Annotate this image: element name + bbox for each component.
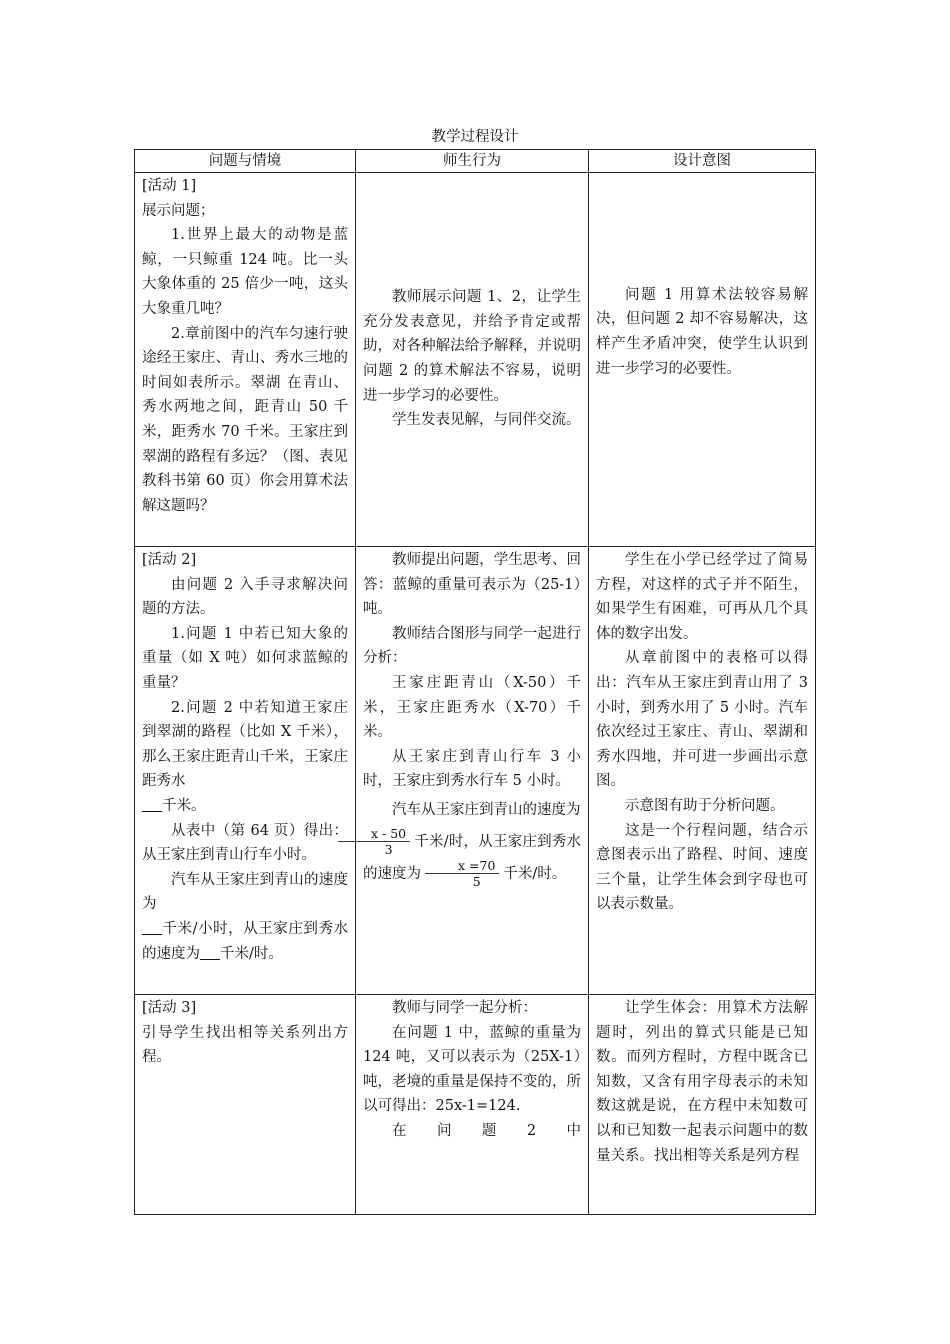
fraction-numerator: x =70 [425,858,499,874]
paragraph: 在问题 1 中，蓝鲸的重量为 124 吨，又可以表示为（25X-1）吨，老境的重量是保持不变的，所以可得出：25x-1=124. [363,1024,581,1115]
paragraph: 从章前图中的表格可以得出：汽车从王家庄到青山用了 3 小时，到秀水用了 5 小时。汽车依次经过王家庄、青山、翠湖和秀水四地，并可进一步画出示意图。 [596,650,808,790]
header-design-intent: 设计意图 [589,150,816,173]
table-header-row [135,150,816,173]
paragraph: 展示问题； [142,202,215,219]
paragraph-spread [363,1119,581,1144]
fraction-speed-xiushui [425,858,499,889]
fraction-denominator: 5 [472,874,481,890]
activity-label: [活动 1] [142,178,197,194]
fraction-speed-qingshan [338,826,410,857]
activity-label: [活动 2] [142,552,197,568]
activity3-behavior-cell [356,995,589,1215]
paragraph-text: 千米。 [162,797,206,814]
paragraph: 这是一个行程问题，结合示意图表示出了路程、时间、速度三个量，让学生体会到字母也可以表示数量。 [596,822,808,913]
paragraph-text: 千米/时。 [503,865,567,882]
paragraph-text: 千米/时，从王家庄到秀水的速度为 [363,833,581,882]
activity2-problem-cell [135,547,356,995]
paragraph: 教师结合图形与同学一起进行分析： [363,625,581,667]
paragraph [363,794,581,890]
fill-blank [200,943,220,960]
paragraph: 让学生体会：用算术方法解题时，列出的算式只能是已知数。而列方程时，方程中既含已知数，又含有用字母表示的未知数这就是说，在方程中未知数可以和已知数一起表示问题中的数量关系。找出相等关系是列方程 [596,1000,808,1164]
table-row [135,547,816,995]
activity1-intent-cell [589,173,816,547]
activity2-behavior-cell [356,547,589,995]
paragraph: 教师提出问题，学生思考、回答：蓝鲸的重量可表示为（25-1）吨。 [363,552,581,618]
fraction-numerator: x - 50 [338,826,410,842]
paragraph [142,696,348,819]
paragraph-text: 汽车从王家庄到青山的速度为 [392,801,581,818]
fill-blank [142,795,162,812]
header-teacher-student: 师生行为 [356,150,589,173]
activity1-behavior-cell [356,173,589,547]
paragraph: 从表中（第 64 页）得出：从王家庄到青山行车小时。 [142,822,348,864]
paragraph: 1.世界上最大的动物是蓝鲸，一只鲸重 124 吨。比一头大象体重的 25 倍少一吨，这头大象重几吨？ [142,227,348,317]
paragraph: 1.问题 1 中若已知大象的重量（如 X 吨）如何求蓝鲸的重量？ [142,625,348,691]
activity2-intent-cell [589,547,816,995]
paragraph: 王家庄距青山（X-50）千米，王家庄距秀水（X-70）千米。 [363,674,581,741]
paragraph: 问题 1 用算术法较容易解决，但问题 2 却不容易解决，这样产生矛盾冲突，使学生认识到进一步学习的必要性。 [596,286,808,377]
fraction-denominator: 3 [384,842,393,858]
activity3-intent-cell [589,995,816,1215]
word: 中 [566,1122,581,1139]
activity-label: [活动 3] [142,1000,197,1016]
lesson-design-table [134,149,816,1215]
paragraph: 由问题 2 入手寻求解决问题的方法。 [142,576,348,618]
table-row [135,995,816,1215]
paragraph: 2.章前图中的汽车匀速行驶途经王家庄、青山、秀水三地的时间如表所示。翠湖 在青山、秀水两地之间，距青山 50 千米，距秀水 70 千米。王家庄到翠湖的路程有多远？（图、表见教科书第 60 页）你会用算术法解这题吗？ [142,325,348,514]
paragraph: 从王家庄到青山行车 3 小时，王家庄到秀水行车 5 小时。 [363,748,581,790]
word: 问 [436,1122,452,1139]
paragraph: 学生发表见解，与同伴交流。 [392,412,581,429]
activity1-problem-cell [135,173,356,547]
paragraph: 示意图有助于分析问题。 [625,797,785,814]
paragraph-text: 汽车从王家庄到青山的速度为 [142,871,348,913]
table-row [135,173,816,547]
paragraph-text: 千米/时。 [220,945,283,962]
paragraph-text: 千米/小时，从王家庄到秀水的速度为 [142,920,348,962]
activity3-problem-cell [135,995,356,1215]
paragraph: 教师展示问题 1、2，让学生充分发表意见，并给予肯定或帮助，对各种解法给予解释，并说明问题 2 的算术解法不容易，说明进一步学习的必要性。 [363,289,581,404]
word: 在 [392,1122,407,1139]
page-title: 教学过程设计 [431,129,519,145]
word: 2 [526,1122,537,1139]
fill-blank [142,918,162,935]
paragraph: 引导学生找出相等关系列出方程。 [142,1024,348,1066]
paragraph: 学生在小学已经学过了简易方程，对这样的式子并不陌生，如果学生有困难，可再从几个具体的数字出发。 [596,552,808,642]
paragraph [142,868,348,966]
paragraph: 教师与同学一起分析： [392,1000,537,1016]
word: 题 [481,1122,497,1139]
paragraph-text: 2.问题 2 中若知道王家庄到翠湖的路程（比如 X 千米）， 那么王家庄距青山千米，王家庄距秀水 [142,699,348,790]
header-problem-context: 问题与情境 [135,150,356,173]
